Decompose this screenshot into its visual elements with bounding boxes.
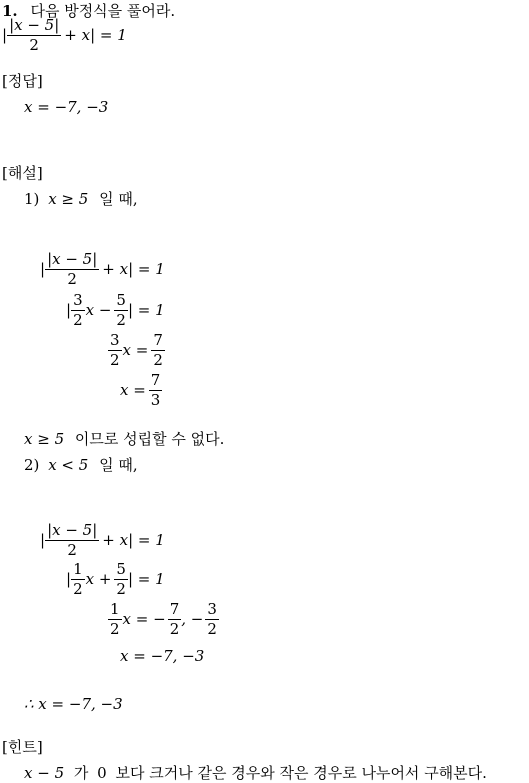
case-label: 1): [24, 190, 40, 208]
problem-equation: [2, 18, 127, 53]
fraction-numerator: 3: [73, 291, 83, 309]
fraction: [71, 562, 85, 597]
case1-line-1: [40, 252, 165, 287]
hint-text-part1: 가: [73, 764, 89, 782]
fraction: [149, 373, 163, 408]
answer-heading: [정답]: [2, 72, 43, 90]
fraction-numerator: 1: [73, 560, 83, 578]
fraction-numerator: 5: [116, 560, 126, 578]
case-label: 2): [24, 456, 40, 474]
fraction-denominator: 2: [73, 580, 83, 598]
case-condition: x < 5: [48, 456, 89, 474]
case-tail: 일 때,: [99, 190, 138, 208]
fraction-denominator: 2: [67, 541, 77, 559]
abs-bar: |: [66, 301, 72, 319]
equation-left: x =: [120, 381, 146, 399]
fraction: [71, 293, 85, 328]
equation-middle: x +: [85, 570, 112, 588]
abs-bar: |: [40, 260, 46, 278]
fraction: [108, 602, 122, 637]
fraction-denominator: 2: [110, 351, 120, 369]
abs-bar: |: [40, 531, 46, 549]
hint-text: [24, 766, 487, 781]
value-separator: , −: [181, 610, 204, 628]
case1-line-2: [66, 293, 165, 328]
fraction-denominator: 2: [116, 580, 126, 598]
case-tail: 일 때,: [99, 456, 138, 474]
fraction-denominator: 2: [153, 351, 163, 369]
fraction: [7, 18, 61, 53]
equation-middle: x =: [122, 341, 149, 359]
equation-rest: + x| = 1: [64, 26, 127, 44]
fraction: [45, 252, 99, 287]
case1-conclusion: [24, 432, 224, 447]
abs-bar: |: [66, 570, 72, 588]
conclusion-condition: x ≥ 5: [24, 430, 65, 448]
fraction-numerator: 3: [110, 331, 120, 349]
fraction: [45, 523, 99, 558]
fraction-numerator: 3: [207, 600, 217, 618]
case2-line-3: [108, 602, 219, 637]
fraction-numerator: |x − 5|: [47, 250, 98, 268]
fraction-numerator: 7: [150, 371, 161, 389]
case1-line-3: [108, 333, 165, 368]
fraction-numerator: |x − 5|: [47, 521, 98, 539]
fraction-denominator: 3: [150, 391, 161, 409]
hint-zero: 0: [97, 764, 107, 782]
case-condition: x ≥ 5: [48, 190, 89, 208]
fraction-denominator: 2: [116, 311, 126, 329]
equation-rest: | = 1: [127, 301, 165, 319]
problem-number: 1.: [2, 2, 18, 20]
fraction-denominator: 2: [29, 36, 39, 54]
fraction-numerator: 5: [116, 291, 126, 309]
fraction: [168, 602, 182, 637]
hint-math: x − 5: [24, 764, 65, 782]
fraction-numerator: 7: [153, 331, 163, 349]
fraction-denominator: 2: [67, 270, 77, 288]
fraction-numerator: |x − 5|: [9, 16, 60, 34]
equation-rest: + x| = 1: [102, 531, 165, 549]
problem-instruction: 다음 방정식을 풀어라.: [30, 2, 176, 20]
equation-middle: x = −: [122, 610, 166, 628]
fraction-denominator: 2: [207, 620, 217, 638]
answer-value: x = −7, −3: [24, 98, 109, 116]
case1-title: [24, 192, 138, 207]
solution-heading: [해설]: [2, 164, 43, 182]
fraction: [114, 562, 128, 597]
fraction: [151, 333, 165, 368]
fraction-numerator: 1: [110, 600, 120, 618]
conclusion-text: 이므로 성립할 수 없다.: [74, 430, 225, 448]
fraction-numerator: 7: [169, 600, 180, 618]
fraction: [108, 333, 122, 368]
therefore-result: ∴ x = −7, −3: [24, 695, 123, 713]
case2-title: [24, 458, 138, 473]
abs-bar: |: [2, 26, 8, 44]
case2-line-1: [40, 523, 165, 558]
fraction: [205, 602, 219, 637]
fraction: [114, 293, 128, 328]
equation-rest: + x| = 1: [102, 260, 165, 278]
fraction-denominator: 2: [110, 620, 120, 638]
hint-heading: [힌트]: [2, 738, 43, 756]
case1-line-4: [120, 373, 162, 408]
case2-line-4: x = −7, −3: [120, 647, 205, 665]
equation-middle: x −: [85, 301, 112, 319]
fraction-denominator: 2: [73, 311, 83, 329]
hint-text-part2: 보다 크거나 같은 경우와 작은 경우로 나누어서 구해본다.: [115, 764, 487, 782]
equation-rest: | = 1: [127, 570, 165, 588]
case2-line-2: [66, 562, 165, 597]
fraction-denominator: 2: [169, 620, 180, 638]
